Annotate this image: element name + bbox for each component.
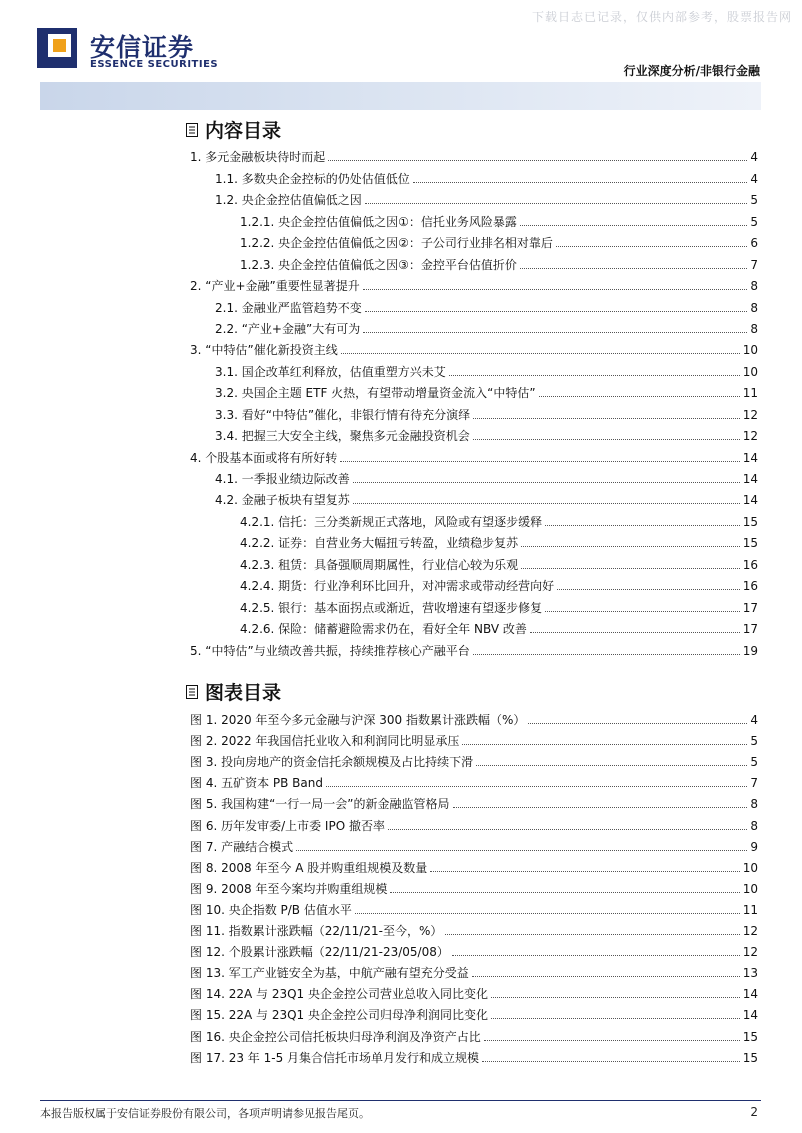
toc-entry-label: 3.1. 国企改革红利释放，估值重塑方兴未艾: [215, 364, 446, 379]
toc-entry-page: 10: [742, 364, 758, 379]
dot-leader: [353, 503, 740, 504]
watermark-text: 下载日志已记录，仅供内部参考，股票报告网: [531, 10, 792, 24]
dot-leader: [473, 654, 740, 655]
toc-entry-label: 4.2.5. 银行：基本面拐点或渐近，营收增速有望逐步修复: [240, 600, 543, 615]
dot-leader: [521, 546, 740, 547]
toc-entry-label: 4.2.4. 期货：行业净利环比回升，对冲需求或带动经营向好: [240, 579, 555, 594]
toc-entry-page: 4: [750, 713, 758, 728]
toc-entry[interactable]: [190, 748, 758, 769]
toc-entry-label: 图 11. 指数累计涨跌幅（22/11/21-至今，%）: [190, 924, 443, 939]
dot-leader: [491, 997, 740, 998]
dot-leader: [363, 332, 747, 333]
toc-entry-label: 3. “中特估”催化新投资主线: [190, 343, 338, 358]
toc-entry-label: 图 12. 个股累计涨跌幅（22/11/21-23/05/08）: [190, 945, 449, 960]
toc-entry-page: 10: [742, 343, 758, 358]
toc-entry[interactable]: [190, 422, 758, 443]
dot-leader: [365, 203, 748, 204]
toc-entry-page: 14: [742, 493, 758, 508]
toc-entry[interactable]: [190, 164, 758, 185]
toc-entry-label: 图 8. 2008 年至今 A 股并购重组规模及数量: [190, 860, 428, 875]
dot-leader: [472, 976, 740, 977]
dot-leader: [296, 850, 747, 851]
toc-entry-label: 图 6. 历年发审委/上市委 IPO 撤否率: [190, 818, 385, 833]
toc-entry-label: 4.2.1. 信托：三分类新规正式落地，风险或有望逐步缓释: [240, 514, 543, 529]
dot-leader: [449, 375, 740, 376]
dot-leader: [545, 525, 740, 526]
toc-entry-label: 1.1. 多数央企金控标的仍处估值低位: [215, 171, 410, 186]
toc-entry-label: 3.4. 把握三大安全主线，聚焦多元金融投资机会: [215, 429, 470, 444]
report-type: 行业深度分析/非银行金融: [623, 64, 760, 78]
toc-entry-page: 12: [742, 924, 758, 939]
toc-entry-page: 5: [750, 755, 758, 770]
toc-entry-page: 4: [750, 150, 758, 165]
toc-entry[interactable]: [190, 229, 758, 250]
toc-entry[interactable]: [190, 1001, 758, 1022]
dot-leader: [328, 160, 747, 161]
contents-list: [190, 143, 758, 658]
toc-entry-page: 4: [750, 171, 758, 186]
toc-entry-page: 15: [742, 536, 758, 551]
toc-entry-page: 15: [742, 514, 758, 529]
toc-entry-label: 2. “产业+金融”重要性显著提升: [190, 279, 360, 294]
toc-entry-page: 8: [750, 279, 758, 294]
toc-entry-page: 8: [750, 300, 758, 315]
toc-entry-page: 15: [742, 1029, 758, 1044]
header-band: [40, 82, 761, 110]
toc-entry-page: 5: [750, 214, 758, 229]
dot-leader: [340, 461, 739, 462]
toc-entry-page: 8: [750, 321, 758, 336]
toc-entry-label: 1.2.2. 央企金控估值偏低之因②：子公司行业排名相对靠后: [240, 236, 553, 251]
dot-leader: [462, 744, 747, 745]
toc-entry[interactable]: [190, 443, 758, 464]
toc-entry[interactable]: [190, 486, 758, 507]
toc-entry-label: 图 9. 2008 年至今案均并购重组规模: [190, 881, 388, 896]
toc-entry-page: 8: [750, 818, 758, 833]
toc-entry-label: 图 13. 军工产业链安全为基，中航产融有望充分受益: [190, 966, 469, 981]
toc-entry[interactable]: [190, 1022, 758, 1043]
toc-entry-label: 1.2.3. 央企金控估值偏低之因③：金控平台估值折价: [240, 257, 517, 272]
toc-entry-label: 1.2. 央企金控估值偏低之因: [215, 193, 362, 208]
brand-name-en: ESSENCE SECURITIES: [90, 59, 219, 70]
toc-entry[interactable]: [190, 550, 758, 571]
toc-entry-label: 图 1. 2020 年至今多元金融与沪深 300 指数累计涨跌幅（%）: [190, 713, 526, 728]
document-icon: [186, 685, 198, 699]
toc-entry-label: 图 17. 23 年 1-5 月集合信托市场单月发行和成立规模: [190, 1050, 480, 1065]
dot-leader: [473, 418, 740, 419]
toc-entry-page: 8: [750, 797, 758, 812]
toc-entry-page: 12: [742, 407, 758, 422]
dot-leader: [452, 955, 740, 956]
toc-entry[interactable]: [190, 379, 758, 400]
toc-entry-page: 14: [742, 987, 758, 1002]
toc-entry[interactable]: [190, 529, 758, 550]
toc-entry-page: 7: [750, 257, 758, 272]
toc-entry-label: 图 3. 投向房地产的资金信托余额规模及占比持续下滑: [190, 755, 474, 770]
dot-leader: [445, 934, 739, 935]
toc-entry[interactable]: [190, 1044, 758, 1065]
toc-entry[interactable]: [190, 143, 758, 164]
toc-entry-label: 4. 个股基本面或将有所好转: [190, 450, 338, 465]
footer-divider: [40, 1100, 761, 1101]
toc-entry-page: 12: [742, 429, 758, 444]
dot-leader: [545, 611, 740, 612]
toc-entry-label: 图 7. 产融结合模式: [190, 839, 294, 854]
toc-entry[interactable]: [190, 593, 758, 614]
dot-leader: [539, 396, 740, 397]
dot-leader: [484, 1040, 740, 1041]
toc-entry[interactable]: [190, 769, 758, 790]
toc-entry-label: 3.2. 央国企主题 ETF 火热，有望带动增量资金流入“中特估”: [215, 386, 536, 401]
toc-entry[interactable]: [190, 896, 758, 917]
dot-leader: [355, 913, 740, 914]
toc-entry[interactable]: [190, 336, 758, 357]
toc-entry-label: 4.2.2. 证券：自营业务大幅扭亏转盈，业绩稳步复苏: [240, 536, 519, 551]
toc-entry-page: 19: [742, 643, 758, 658]
toc-entry-page: 17: [742, 600, 758, 615]
dot-leader: [326, 786, 747, 787]
toc-entry[interactable]: [190, 315, 758, 336]
toc-entry-page: 7: [750, 776, 758, 791]
toc-entry-label: 2.2. “产业+金融”大有可为: [215, 321, 361, 336]
toc-entry-page: 11: [742, 386, 758, 401]
toc-entry-page: 14: [742, 450, 758, 465]
toc-entry-page: 17: [742, 622, 758, 637]
dot-leader: [365, 311, 748, 312]
dot-leader: [482, 1061, 740, 1062]
toc-entry[interactable]: [190, 207, 758, 228]
toc-entry-page: 6: [750, 236, 758, 251]
toc-entry[interactable]: [190, 357, 758, 378]
figures-list: [190, 706, 758, 1065]
toc-entry-page: 11: [742, 902, 758, 917]
dot-leader: [473, 439, 740, 440]
dot-leader: [390, 892, 739, 893]
footer-disclaimer: 本报告版权属于安信证券股份有限公司，各项声明请参见报告尾页。: [40, 1107, 370, 1120]
toc-entry-page: 12: [742, 945, 758, 960]
toc-entry-label: 4.2. 金融子板块有望复苏: [215, 493, 350, 508]
dot-leader: [353, 482, 740, 483]
dot-leader: [556, 246, 747, 247]
dot-leader: [453, 807, 748, 808]
toc-entry-label: 4.1. 一季报业绩边际改善: [215, 472, 350, 486]
toc-entry-page: 5: [750, 734, 758, 749]
toc-entry[interactable]: [190, 959, 758, 980]
toc-entry-label: 2.1. 金融业严监管趋势不变: [215, 300, 362, 315]
toc-entry-label: 1.2.1. 央企金控估值偏低之因①：信托业务风险暴露: [240, 214, 517, 229]
toc-entry[interactable]: [190, 572, 758, 593]
toc-entry[interactable]: [190, 811, 758, 832]
toc-entry[interactable]: [190, 186, 758, 207]
toc-entry-page: 5: [750, 193, 758, 208]
dot-leader: [528, 723, 747, 724]
toc-entry-label: 图 5. 我国构建“一行一局一会”的新金融监管格局: [190, 797, 450, 812]
page-number: 2: [750, 1105, 758, 1119]
toc-entry-label: 3.3. 看好“中特估”催化，非银行情有待充分演绎: [215, 407, 471, 422]
toc-entry-page: 13: [742, 966, 758, 981]
toc-entry-label: 图 2. 2022 年我国信托业收入和利润同比明显承压: [190, 734, 460, 749]
toc-entry[interactable]: [190, 706, 758, 727]
dot-leader: [557, 589, 740, 590]
toc-entry-page: 10: [742, 881, 758, 896]
toc-entry-label: 图 16. 央企金控公司信托板块归母净利润及净资产占比: [190, 1029, 481, 1044]
dot-leader: [476, 765, 747, 766]
dot-leader: [491, 1018, 740, 1019]
toc-entry-page: 9: [750, 839, 758, 854]
toc-entry-label: 4.2.6. 保险：储蓄避险需求仍在，看好全年 NBV 改善: [240, 622, 527, 637]
toc-entry[interactable]: [190, 875, 758, 896]
document-icon: [186, 123, 198, 137]
contents-title: 内容目录: [205, 120, 282, 142]
toc-entry[interactable]: [190, 272, 758, 293]
dot-leader: [430, 871, 739, 872]
dot-leader: [520, 225, 747, 226]
dot-leader: [363, 289, 748, 290]
toc-entry-label: 1. 多元金融板块待时而起: [190, 150, 326, 165]
dot-leader: [413, 182, 748, 183]
dot-leader: [521, 568, 740, 569]
toc-entry[interactable]: [190, 854, 758, 875]
toc-entry-page: 10: [742, 860, 758, 875]
toc-entry-page: 14: [742, 472, 758, 486]
toc-entry[interactable]: [190, 636, 758, 657]
toc-entry-label: 图 14. 22A 与 23Q1 央企金控公司营业总收入同比变化: [190, 987, 488, 1002]
toc-entry-page: 15: [742, 1050, 758, 1065]
toc-entry[interactable]: [190, 507, 758, 528]
toc-entry-label: 图 10. 央企指数 P/B 估值水平: [190, 902, 352, 917]
toc-entry-label: 5. “中特估”与业绩改善共振，持续推荐核心产融平台: [190, 643, 470, 658]
figures-title: 图表目录: [205, 682, 282, 704]
toc-entry[interactable]: [190, 938, 758, 959]
dot-leader: [520, 268, 747, 269]
toc-entry-page: 16: [742, 579, 758, 594]
toc-entry[interactable]: [190, 465, 758, 486]
dot-leader: [388, 829, 747, 830]
toc-entry[interactable]: [190, 250, 758, 271]
toc-entry[interactable]: [190, 833, 758, 854]
brand-name-cn: 安信证券: [90, 33, 195, 62]
toc-entry-page: 16: [742, 557, 758, 572]
essence-logo-icon: [37, 28, 77, 68]
toc-entry-label: 图 4. 五矿资本 PB Band: [190, 776, 323, 791]
figures-heading: [186, 678, 281, 705]
toc-entry-label: 图 15. 22A 与 23Q1 央企金控公司归母净利润同比变化: [190, 1008, 488, 1023]
toc-entry[interactable]: [190, 293, 758, 314]
toc-entry[interactable]: [190, 615, 758, 636]
toc-entry[interactable]: [190, 727, 758, 748]
dot-leader: [530, 632, 740, 633]
toc-entry[interactable]: [190, 400, 758, 421]
toc-entry[interactable]: [190, 917, 758, 938]
contents-heading: [186, 116, 281, 143]
toc-entry-page: 14: [742, 1008, 758, 1023]
toc-entry-label: 4.2.3. 租赁：具备强顺周期属性，行业信心较为乐观: [240, 557, 519, 572]
toc-entry[interactable]: [190, 790, 758, 811]
toc-entry[interactable]: [190, 980, 758, 1001]
dot-leader: [341, 353, 740, 354]
